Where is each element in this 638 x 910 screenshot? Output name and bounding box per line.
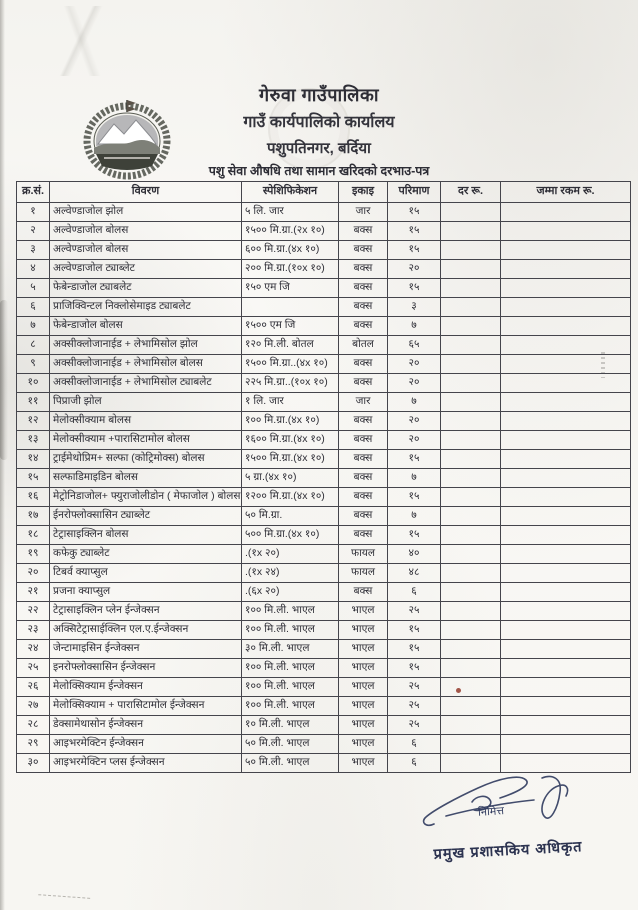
specification-cell: ५ ग्रा.(४x १०) [242,469,339,488]
unit-cell: जार [339,393,388,412]
total-amount-cell [501,241,631,260]
signatory-title: प्रमुख प्रशासकिय अधिकृत [433,839,583,863]
specification-cell: ५०० मि.ग्रा.(४x १०) [242,526,339,545]
header-specification: स्पेशिफिकेशन [242,182,339,203]
serial-number-cell: ३० [17,754,50,773]
rate-cell [441,222,501,241]
quantity-cell: १५ [388,222,441,241]
serial-number-cell: २२ [17,602,50,621]
unit-cell: बक्स [339,222,388,241]
rate-cell [441,716,501,735]
table-row [17,735,631,754]
serial-number-cell: २८ [17,716,50,735]
specification-cell: १०० मि.ली. भाएल [242,697,339,716]
quantity-cell: २५ [388,678,441,697]
serial-number-cell: ७ [17,317,50,336]
description-cell: प्राजिक्विन्टल निक्लोसेमाइड ट्याबलेट [50,298,242,317]
table-row [17,203,631,222]
table-row [17,754,631,773]
table-row [17,298,631,317]
specification-cell: ५० मि.ग्रा. [242,507,339,526]
description-cell: मेट्रोनिडाजोल+ फ्युराजोलीडोन ( मेफाजोल ) बोलस [50,488,242,507]
table-header-row [17,182,631,203]
description-cell: अल्वेण्डाजोल झोल [50,203,242,222]
table-row [17,393,631,412]
office-address: पशुपतिनगर, बर्दिया [267,140,371,157]
quantity-cell: १५ [388,621,441,640]
description-cell: फेबेन्डाजोल ट्याबलेट [50,279,242,298]
quantity-cell: २० [388,431,441,450]
table-row [17,526,631,545]
unit-cell: बक्स [339,241,388,260]
serial-number-cell: २९ [17,735,50,754]
rate-cell [441,583,501,602]
quantity-cell: ७ [388,507,441,526]
specification-cell: १५० एम जि [242,279,339,298]
header-serial-number: क्र.सं. [17,182,50,203]
serial-number-cell: १० [17,374,50,393]
description-cell: मेलोक्सिक्याम ईन्जेक्सन [50,678,242,697]
specification-cell: १२० मि.ली. बोतल [242,336,339,355]
total-amount-cell [501,716,631,735]
serial-number-cell: ४ [17,260,50,279]
table-row [17,583,631,602]
description-cell: आइभरमेक्टिन प्लस ईन्जेक्सन [50,754,242,773]
total-amount-cell [501,621,631,640]
document-title: पशु सेवा औषधि तथा सामान खरिदको दरभाउ-पत्र [208,164,430,178]
unit-cell: भाएल [339,602,388,621]
description-cell: टेट्रासाइक्लिन प्लेन ईन्जेक्सन [50,602,242,621]
rate-cell [441,412,501,431]
quantity-cell: १५ [388,241,441,260]
specification-cell: ६०० मि.ग्रा.(४x १०) [242,241,339,260]
total-amount-cell [501,545,631,564]
specification-cell: १५०० मि.ग्रा.(४x १०) [242,450,339,469]
description-cell: मेलोक्सीक्याम बोलस [50,412,242,431]
serial-number-cell: १६ [17,488,50,507]
serial-number-cell: १७ [17,507,50,526]
description-cell: अल्वेण्डाजोल ट्याब्लेट [50,260,242,279]
table-row [17,431,631,450]
description-cell: अक्सीक्लोजानाईड + लेभामिसोल झोल [50,336,242,355]
quantity-cell: १५ [388,279,441,298]
specification-cell: .(१x २०) [242,545,339,564]
table-row [17,564,631,583]
total-amount-cell [501,640,631,659]
unit-cell: बक्स [339,355,388,374]
description-cell: सल्फाडिमाइडिन बोलस [50,469,242,488]
serial-number-cell: ३ [17,241,50,260]
specification-cell: १५०० मि.ग्रा..(४x १०) [242,355,339,374]
unit-cell: जार [339,203,388,222]
serial-number-cell: २० [17,564,50,583]
rate-cell [441,469,501,488]
unit-cell: भाएल [339,659,388,678]
rate-cell [441,545,501,564]
specification-cell: १०० मि.ली. भाएल [242,602,339,621]
rate-cell [441,450,501,469]
unit-cell: बक्स [339,450,388,469]
table-row [17,640,631,659]
description-cell: टिबर्व क्याप्सुल [50,564,242,583]
serial-number-cell: २७ [17,697,50,716]
quantity-cell: ७ [388,393,441,412]
quantity-cell: ६ [388,735,441,754]
serial-number-cell: ६ [17,298,50,317]
quantity-cell: ६ [388,583,441,602]
rate-cell [441,336,501,355]
table-row [17,374,631,393]
description-cell: अल्वेण्डाजोल बोलस [50,222,242,241]
specification-cell [242,298,339,317]
rate-cell [441,564,501,583]
serial-number-cell: २३ [17,621,50,640]
specification-cell: १०० मि.ली. भाएल [242,678,339,697]
total-amount-cell [501,412,631,431]
specification-cell: १५०० मि.ग्रा.(२x १०) [242,222,339,241]
specification-cell: ३० मि.ली. भाएल [242,640,339,659]
quantity-cell: २० [388,374,441,393]
rate-cell [441,374,501,393]
quantity-cell: १५ [388,526,441,545]
specification-cell: १६०० मि.ग्रा.(४x १०) [242,431,339,450]
rate-cell [441,355,501,374]
quantity-cell: १५ [388,450,441,469]
quantity-cell: ४८ [388,564,441,583]
description-cell: अक्सीक्लोजानाईड + लेभामिसोल बोलस [50,355,242,374]
total-amount-cell [501,393,631,412]
unit-cell: भाएल [339,716,388,735]
table-row [17,450,631,469]
rate-cell [441,298,501,317]
serial-number-cell: १ [17,203,50,222]
serial-number-cell: २६ [17,678,50,697]
description-cell: अक्सीक्लोजानाईड + लेभामिसोल ट्याबलेट [50,374,242,393]
signature-block [398,772,618,872]
description-cell: मेलोक्सिक्याम + पारासिटामोल ईन्जेक्सन [50,697,242,716]
unit-cell: फायल [339,545,388,564]
rate-cell [441,279,501,298]
total-amount-cell [501,279,631,298]
description-cell: मेलोक्सीक्याम +पारासिटामोल बोलस [50,431,242,450]
pencil-scribble-mark [38,894,90,905]
total-amount-cell [501,507,631,526]
table-row [17,241,631,260]
rate-cell [441,203,501,222]
specification-cell: १ लि. जार [242,393,339,412]
unit-cell: बक्स [339,374,388,393]
quantity-cell: ७ [388,317,441,336]
serial-number-cell: ५ [17,279,50,298]
serial-number-cell: १२ [17,412,50,431]
quantity-cell: १५ [388,488,441,507]
rate-cell [441,640,501,659]
description-cell: पिप्राजी झोल [50,393,242,412]
unit-cell: बक्स [339,298,388,317]
description-cell: टेट्रासाइक्लिन बोलस [50,526,242,545]
unit-cell: बक्स [339,488,388,507]
unit-cell: बक्स [339,317,388,336]
table-row [17,602,631,621]
quantity-cell: ३ [388,298,441,317]
unit-cell: भाएल [339,735,388,754]
unit-cell: भाएल [339,697,388,716]
unit-cell: बक्स [339,583,388,602]
rate-cell [441,431,501,450]
serial-number-cell: २१ [17,583,50,602]
serial-number-cell: २५ [17,659,50,678]
serial-number-cell: १९ [17,545,50,564]
specification-cell: .(६x २०) [242,583,339,602]
header-unit: इकाइ [339,182,388,203]
serial-number-cell: ११ [17,393,50,412]
total-amount-cell [501,355,631,374]
total-amount-cell [501,222,631,241]
serial-number-cell: २ [17,222,50,241]
quantity-cell: २० [388,260,441,279]
total-amount-cell [501,374,631,393]
rate-cell [441,754,501,773]
quantity-cell: ४० [388,545,441,564]
table-row [17,716,631,735]
table-row [17,317,631,336]
quantity-cell: ६ [388,754,441,773]
table-body [17,203,631,773]
rate-cell [441,507,501,526]
paper-crease [8,6,158,76]
quantity-cell: ७ [388,469,441,488]
total-amount-cell [501,431,631,450]
header-total-amount: जम्मा रकम रू. [501,182,631,203]
document-header [0,86,638,178]
quantity-cell: २५ [388,716,441,735]
quantity-cell: २० [388,412,441,431]
total-amount-cell [501,526,631,545]
table-row [17,336,631,355]
total-amount-cell [501,469,631,488]
total-amount-cell [501,583,631,602]
header-quantity: परिमाण [388,182,441,203]
total-amount-cell [501,336,631,355]
rate-cell [441,317,501,336]
rate-cell [441,659,501,678]
unit-cell: बक्स [339,469,388,488]
table-row [17,507,631,526]
total-amount-cell [501,678,631,697]
unit-cell: भाएल [339,621,388,640]
table-row [17,222,631,241]
rate-cell [441,526,501,545]
rate-cell [441,735,501,754]
signature-scribble [416,772,596,838]
table-row [17,469,631,488]
rate-cell [441,621,501,640]
serial-number-cell: ८ [17,336,50,355]
header-rate: दर रू. [441,182,501,203]
specification-cell: १२०० मि.ग्रा.(४x १०) [242,488,339,507]
table-row [17,678,631,697]
rate-cell [441,697,501,716]
procurement-quotation-table [16,181,631,773]
description-cell: जेन्टामाइसिन ईन्जेक्सन [50,640,242,659]
specification-cell: १० मि.ली. भाएल [242,716,339,735]
table-row [17,260,631,279]
scan-edge-smudge [0,300,8,460]
table-row [17,412,631,431]
unit-cell: बक्स [339,431,388,450]
serial-number-cell: १५ [17,469,50,488]
unit-cell: बक्स [339,412,388,431]
total-amount-cell [501,450,631,469]
municipality-name: गेरुवा गाउँपालिका [259,85,379,105]
signature-annotation-text: निमित्त [477,805,505,819]
quantity-cell: २० [388,355,441,374]
unit-cell: बक्स [339,507,388,526]
unit-cell: बोतल [339,336,388,355]
unit-cell: भाएल [339,678,388,697]
serial-number-cell: २४ [17,640,50,659]
unit-cell: फायल [339,564,388,583]
total-amount-cell [501,697,631,716]
quantity-cell: १५ [388,203,441,222]
specification-cell: २०० मि.ग्रा.(१०x १०) [242,260,339,279]
total-amount-cell [501,659,631,678]
table-row [17,659,631,678]
total-amount-cell [501,298,631,317]
quantity-cell: २५ [388,697,441,716]
description-cell: कफेकु ट्याब्लेट [50,545,242,564]
total-amount-cell [501,754,631,773]
specification-cell: २२५ मि.ग्रा..(१०x १०) [242,374,339,393]
total-amount-cell [501,564,631,583]
description-cell: फेबेन्डाजोल बोलस [50,317,242,336]
total-amount-cell [501,735,631,754]
specification-cell: १०० मि.ली. भाएल [242,621,339,640]
specification-cell: १०० मि.ली. भाएल [242,659,339,678]
description-cell: अक्सिटेट्रासाईक्लिन एल.ए.ईन्जेक्सन [50,621,242,640]
specification-cell: ५० मि.ली. भाएल [242,754,339,773]
specification-cell: १०० मि.ग्रा.(४x १०) [242,412,339,431]
table-row [17,279,631,298]
description-cell: प्रजना क्याप्सुल [50,583,242,602]
description-cell: इनरोफ्लोक्सासिन ईन्जेक्सन [50,659,242,678]
unit-cell: भाएल [339,640,388,659]
total-amount-cell [501,602,631,621]
total-amount-cell [501,260,631,279]
description-cell: ट्राईमेथोप्रिम+ सल्फा (कोट्रिमोक्स) बोलस [50,450,242,469]
total-amount-cell [501,488,631,507]
serial-number-cell: ९ [17,355,50,374]
specification-cell: १५०० एम जि [242,317,339,336]
office-name: गाउँ कार्यपालिको कार्यालय [243,114,395,131]
quantity-cell: ६५ [388,336,441,355]
quantity-cell: १५ [388,659,441,678]
serial-number-cell: १३ [17,431,50,450]
serial-number-cell: १८ [17,526,50,545]
specification-cell: ५० मि.ली. भाएल [242,735,339,754]
specification-cell: .(१x २४) [242,564,339,583]
table-row [17,355,631,374]
total-amount-cell [501,203,631,222]
description-cell: डेक्सामेथासोन ईन्जेक्सन [50,716,242,735]
rate-cell [441,602,501,621]
header-description: विवरण [50,182,242,203]
quantity-cell: १५ [388,640,441,659]
unit-cell: भाएल [339,754,388,773]
table-row [17,545,631,564]
description-cell: आइभरमेक्टिन ईन्जेक्सन [50,735,242,754]
unit-cell: बक्स [339,260,388,279]
rate-cell [441,393,501,412]
specification-cell: ५ लि. जार [242,203,339,222]
rate-cell [441,260,501,279]
unit-cell: बक्स [339,279,388,298]
serial-number-cell: १४ [17,450,50,469]
rate-cell [441,678,501,697]
table-row [17,697,631,716]
unit-cell: बक्स [339,526,388,545]
table-row [17,621,631,640]
description-cell: ईनरोफ्लोक्सासिन ट्याब्लेट [50,507,242,526]
rate-cell [441,488,501,507]
quantity-cell: २५ [388,602,441,621]
total-amount-cell [501,317,631,336]
rate-cell [441,241,501,260]
description-cell: अल्वेण्डाजोल बोलस [50,241,242,260]
table-row [17,488,631,507]
